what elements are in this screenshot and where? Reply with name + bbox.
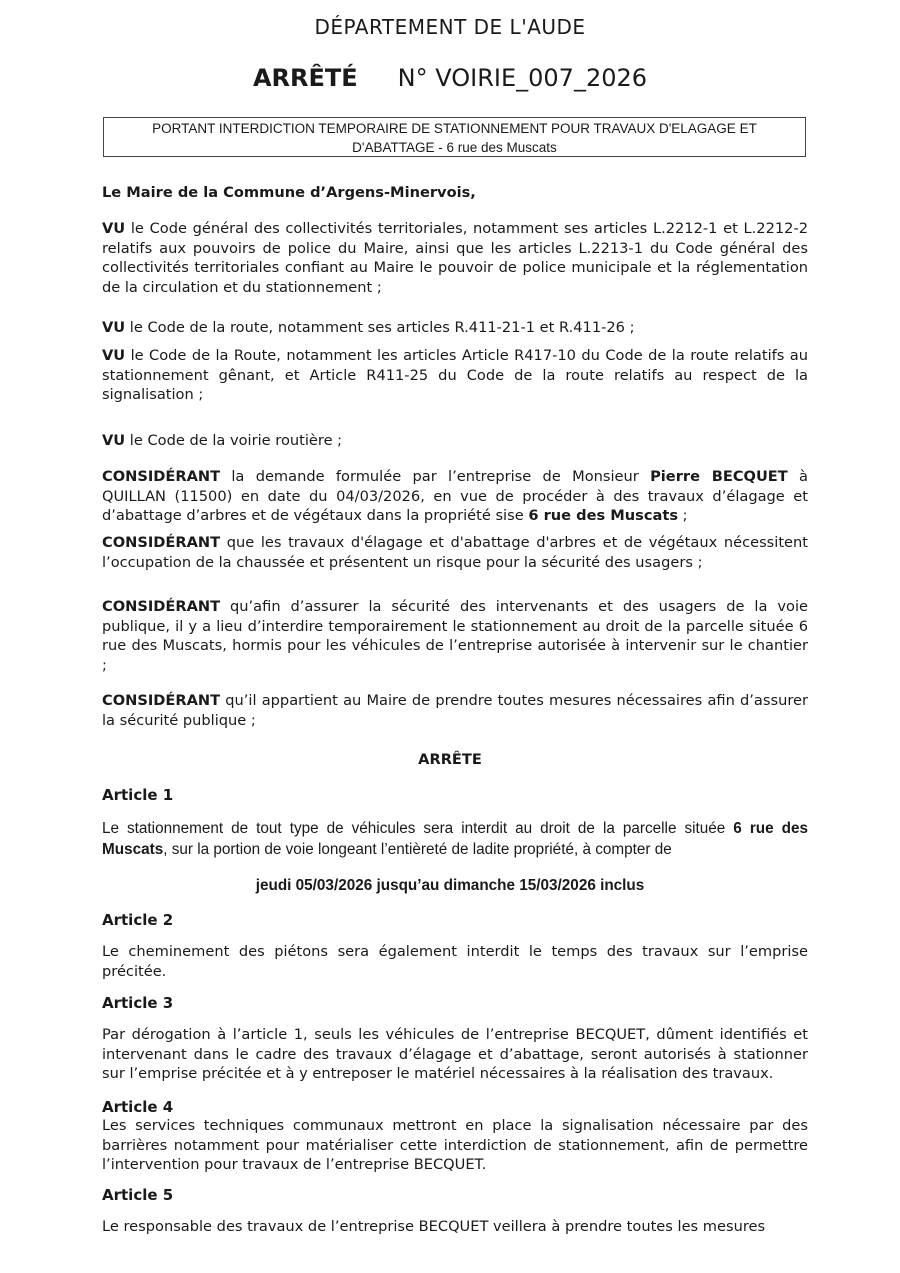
vu-text: le Code de la voirie routière ;: [125, 432, 343, 449]
considerant-text: qu’il appartient au Maire de prendre toutes mesures nécessaires afin d’assurer la sécurité publique ;: [102, 692, 808, 729]
vu-keyword: VU: [102, 319, 126, 336]
considerant-text: ;: [678, 507, 688, 524]
subject-line-2: D'ABATTAGE - 6 rue des Muscats: [352, 140, 557, 155]
considerant-keyword: CONSIDÉRANT: [102, 692, 221, 709]
considerant-paragraph-4: [102, 691, 808, 730]
considerant-text: à QUILLAN (11500) en date du 04/03/2026, en vue de procéder à des travaux d’élagage et d’abattage d’arbres et de végétaux dans la propriété sise: [102, 468, 808, 524]
article-1-text: [102, 818, 808, 860]
arrete-title: [0, 64, 900, 92]
article-3-text: Par dérogation à l’article 1, seuls les véhicules de l’entreprise BECQUET, dûment identifiés et intervenant dans le cadre des travaux d’élagage et d’abattage, seront autorisés à stationner sur l’emprise précitée et à y entreposer le matériel nécessaires à la réalisation des travaux.: [102, 1026, 808, 1082]
article-3-title: Article 3: [102, 994, 174, 1012]
arrete-heading: ARRÊTE: [418, 751, 482, 768]
considerant-paragraph-1: [102, 467, 808, 526]
arrete-label: ARRÊTÉ: [252, 64, 358, 92]
vu-paragraph-4: [102, 431, 808, 451]
vu-keyword: VU: [102, 220, 126, 237]
address: 6 rue des Muscats: [528, 507, 678, 524]
vu-text: le Code général des collectivités territoriales, notamment ses articles L.2212-1 et L.2212-2 relatifs aux pouvoirs de police du Maire, ainsi que les articles L.2213-1 du Code général des collectivités territoriales confiant au Maire le pouvoir de police municipale et la réglementation de la circulation et du stationnement ;: [102, 220, 808, 296]
article-1-dates: jeudi 05/03/2026 jusqu’au dimanche 15/03/2026 inclus: [255, 877, 645, 894]
considerant-keyword: CONSIDÉRANT: [102, 598, 221, 615]
company-name: Pierre BECQUET: [650, 468, 788, 485]
mayor-line: Le Maire de la Commune d’Argens-Minervois,: [102, 184, 476, 201]
article-5-text: Le responsable des travaux de l’entreprise BECQUET veillera à prendre toutes les mesures: [102, 1218, 766, 1235]
subject-line-1: PORTANT INTERDICTION TEMPORAIRE DE STATIONNEMENT POUR TRAVAUX D'ELAGAGE ET: [152, 121, 757, 136]
article-1-title: Article 1: [102, 786, 174, 804]
article-4-text: Les services techniques communaux mettront en place la signalisation nécessaire par des barrières notamment pour matérialiser cette interdiction de stationnement, afin de permettre l’intervention pour travaux de l’entreprise BECQUET.: [102, 1117, 808, 1173]
article-text: Le stationnement de tout type de véhicules sera interdit au droit de la parcelle située: [102, 820, 734, 837]
vu-paragraph-1: [102, 219, 808, 297]
considerant-text: que les travaux d'élagage et d'abattage d'arbres et de végétaux nécessitent l’occupation de la chaussée et présentent un risque pour la sécurité des usagers ;: [102, 534, 808, 571]
considerant-keyword: CONSIDÉRANT: [102, 468, 221, 485]
considerant-text: la demande formulée par l’entreprise de Monsieur: [220, 468, 651, 485]
vu-text: le Code de la route, notamment ses articles R.411-21-1 et R.411-26 ;: [125, 319, 635, 336]
arrete-number: N° VOIRIE_007_2026: [397, 64, 648, 92]
considerant-keyword: CONSIDÉRANT: [102, 534, 221, 551]
vu-text: le Code de la Route, notamment les articles Article R417-10 du Code de la route relatifs au stationnement gênant, et Article R411-25 du Code de la route relatifs au respect de la signalisation ;: [102, 347, 808, 403]
article-5-title: Article 5: [102, 1186, 174, 1204]
address: 6 rue des Muscats: [102, 820, 808, 858]
vu-keyword: VU: [102, 347, 126, 364]
considerant-text: qu’afin d’assurer la sécurité des intervenants et des usagers de la voie publique, il y a lieu d’interdire temporairement le stationnement au droit de la parcelle située 6 rue des Muscats, hormis pour les véhicules de l’entreprise autorisée à intervenir sur le chantier ;: [102, 598, 808, 674]
subject-box: [103, 117, 806, 157]
article-text: , sur la portion de voie longeant l’entièreté de ladite propriété, à compter de: [163, 841, 672, 858]
vu-paragraph-3: [102, 346, 808, 405]
considerant-paragraph-2: [102, 533, 808, 572]
article-4-title: Article 4: [102, 1098, 174, 1116]
vu-paragraph-2: [102, 318, 808, 338]
article-2-title: Article 2: [102, 911, 174, 929]
article-2-text: Le cheminement des piétons sera également interdit le temps des travaux sur l’emprise précitée.: [102, 943, 808, 980]
department-title: DÉPARTEMENT DE L'AUDE: [314, 15, 586, 39]
considerant-paragraph-3: [102, 597, 808, 675]
vu-keyword: VU: [102, 432, 126, 449]
